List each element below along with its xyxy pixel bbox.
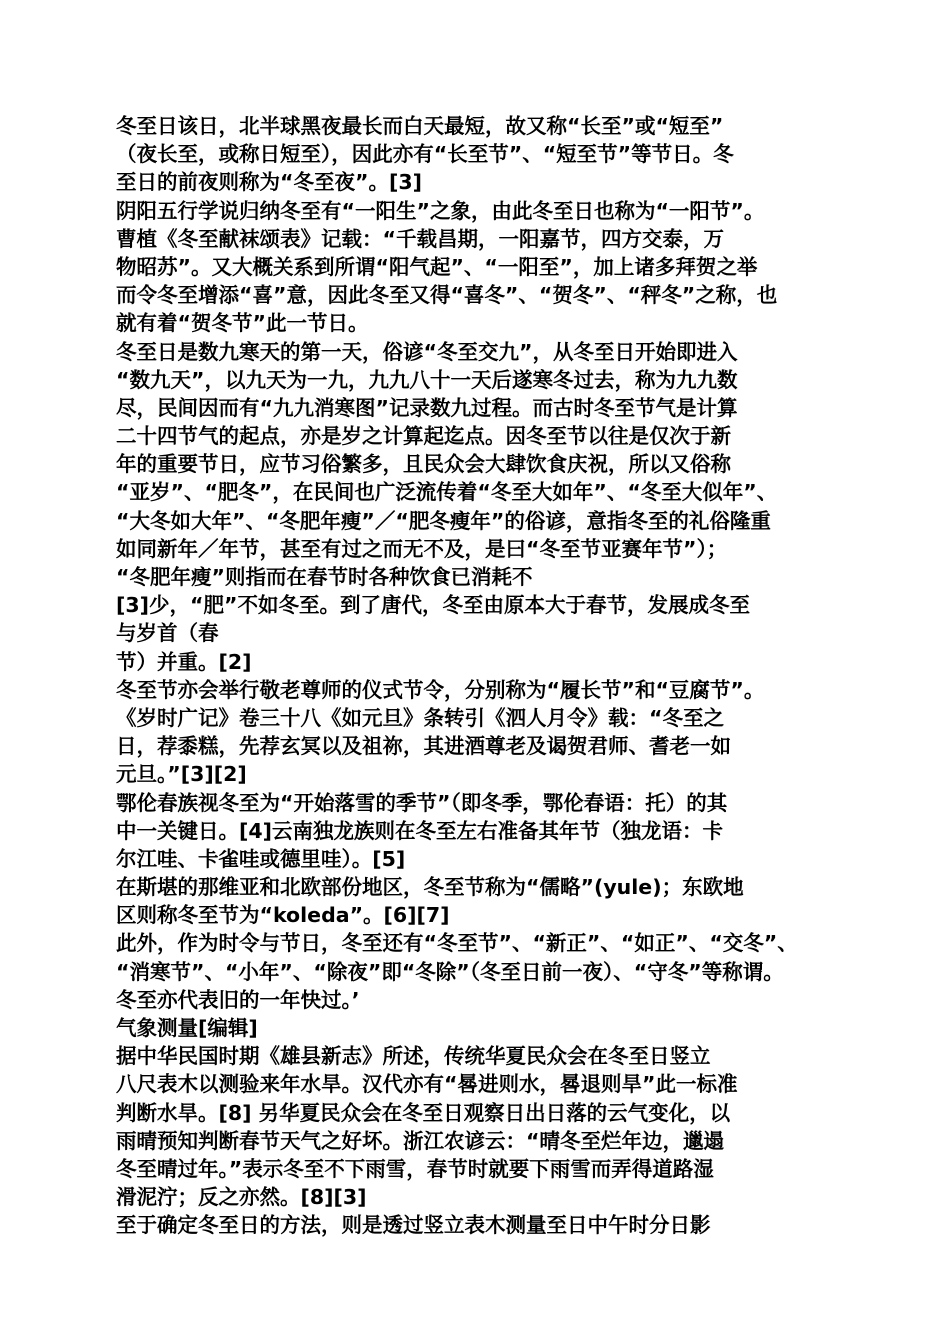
text-line: “大冬如大年”、“冬肥年瘦”／“肥冬瘦年”的俗谚，意指冬至的礼俗隆重	[116, 508, 771, 533]
text-line: 八尺表木以测验来年水旱。汉代亦有“晷进则水，晷退则旱”此一标准	[116, 1072, 738, 1097]
text-line: 而令冬至增添“喜”意，因此冬至又得“喜冬”、“贺冬”、“秤冬”之称，也	[116, 283, 778, 308]
text-line: 据中华民国时期《雄县新志》所述，传统华夏民众会在冬至日竖立	[116, 1044, 711, 1069]
text-line: 与岁首（春	[116, 621, 219, 646]
text-line: 《岁时广记》卷三十八《如元旦》条转引《泗人月令》载：“冬至之	[116, 705, 724, 730]
text-line: 节）并重。[2]	[116, 649, 252, 674]
text-line: 年的重要节日，应节习俗繁多，且民众会大肆饮食庆祝，所以又俗称	[116, 452, 731, 477]
text-line: 雨晴预知判断春节天气之好坏。浙江农谚云：“晴冬至烂年边，邋遢	[116, 1128, 724, 1153]
text-line: 在斯堪的那维亚和北欧部份地区，冬至节称为“儒略”(yule)；东欧地	[116, 875, 744, 900]
text-line: 滑泥泞；反之亦然。[8][3]	[116, 1185, 367, 1210]
text-line: 鄂伦春族视冬至为“开始落雪的季节”（即冬季，鄂伦春语：托）的其	[116, 790, 728, 815]
text-line: 如同新年／年节，甚至有过之而无不及，是曰“冬至节亚赛年节”）；	[116, 536, 728, 561]
text-line: 尔江哇、卡雀哇或德里哇）。[5]	[116, 846, 406, 871]
text-line: 至于确定冬至日的方法，则是透过竖立表木测量至日中午时分日影	[116, 1213, 711, 1238]
text-line: 曹植《冬至献袜颂表》记载：“千载昌期，一阳嘉节，四方交泰，万	[116, 226, 724, 251]
text-line: “亚岁”、“肥冬”，在民间也广泛流传着“冬至大如年”、“冬至大似年”、	[116, 480, 778, 505]
text-line: 阴阳五行学说归纳冬至有“一阳生”之象，由此冬至日也称为“一阳节”。	[116, 198, 765, 223]
text-line: （夜长至，或称日短至），因此亦有“长至节”、“短至节”等节日。冬	[116, 142, 734, 167]
text-line: 元旦。”[3][2]	[116, 762, 247, 787]
text-line: 区则称冬至节为“koleda”。[6][7]	[116, 903, 450, 928]
text-line: 中一关键日。[4]云南独龙族则在冬至左右准备其年节（独龙语：卡	[116, 818, 724, 843]
text-line: 二十四节气的起点，亦是岁之计算起迄点。因冬至节以往是仅次于新	[116, 424, 731, 449]
text-line: 冬至日该日，北半球黑夜最长而白天最短，故又称“长至”或“短至”	[116, 114, 724, 138]
text-line: 日，荐黍糕，先荐玄冥以及祖祢，其进酒尊老及谒贺君师、耆老一如	[116, 734, 731, 759]
text-line: 尽，民间因而有“九九消寒图”记录数九过程。而古时冬至节气是计算	[116, 395, 738, 420]
text-line: 判断水旱。[8] 另华夏民众会在冬至日观察日出日落的云气变化，以	[116, 1100, 731, 1125]
text-line: “冬肥年瘦”则指而在春节时各种饮食已消耗不	[116, 565, 533, 589]
text-line: 冬至日是数九寒天的第一天，俗谚“冬至交九”，从冬至日开始即进入	[116, 339, 738, 364]
text-line: 冬至亦代表旧的一年快过。’	[116, 987, 360, 1012]
text-line: 至日的前夜则称为“冬至夜”。[3]	[116, 170, 422, 195]
text-line: [3]少，“肥”不如冬至。到了唐代，冬至由原本大于春节，发展成冬至	[116, 593, 750, 618]
text-line: 物昭苏”。又大概关系到所谓“阳气起”、“一阳至”，加上诸多拜贺之举	[116, 254, 758, 279]
text-line: 冬至节亦会举行敬老尊师的仪式节令，分别称为“履长节”和“豆腐节”。	[116, 677, 765, 702]
text-line: 就有着“贺冬节”此一节日。	[116, 311, 369, 336]
section-heading: 气象测量[编辑]	[116, 1016, 258, 1040]
document-body-text	[116, 112, 856, 1240]
text-line: “消寒节”、“小年”、“除夜”即“冬除”（冬至日前一夜）、“守冬”等称谓。	[116, 959, 784, 984]
text-line: 此外，作为时令与节日，冬至还有“冬至节”、“新正”、“如正”、“交冬”、	[116, 931, 798, 956]
text-line: 冬至晴过年。”表示冬至不下雨雪，春节时就要下雨雪而弄得道路湿	[116, 1156, 714, 1181]
text-line: “数九天”，以九天为一九，九九八十一天后遂寒冬过去，称为九九数	[116, 367, 738, 392]
